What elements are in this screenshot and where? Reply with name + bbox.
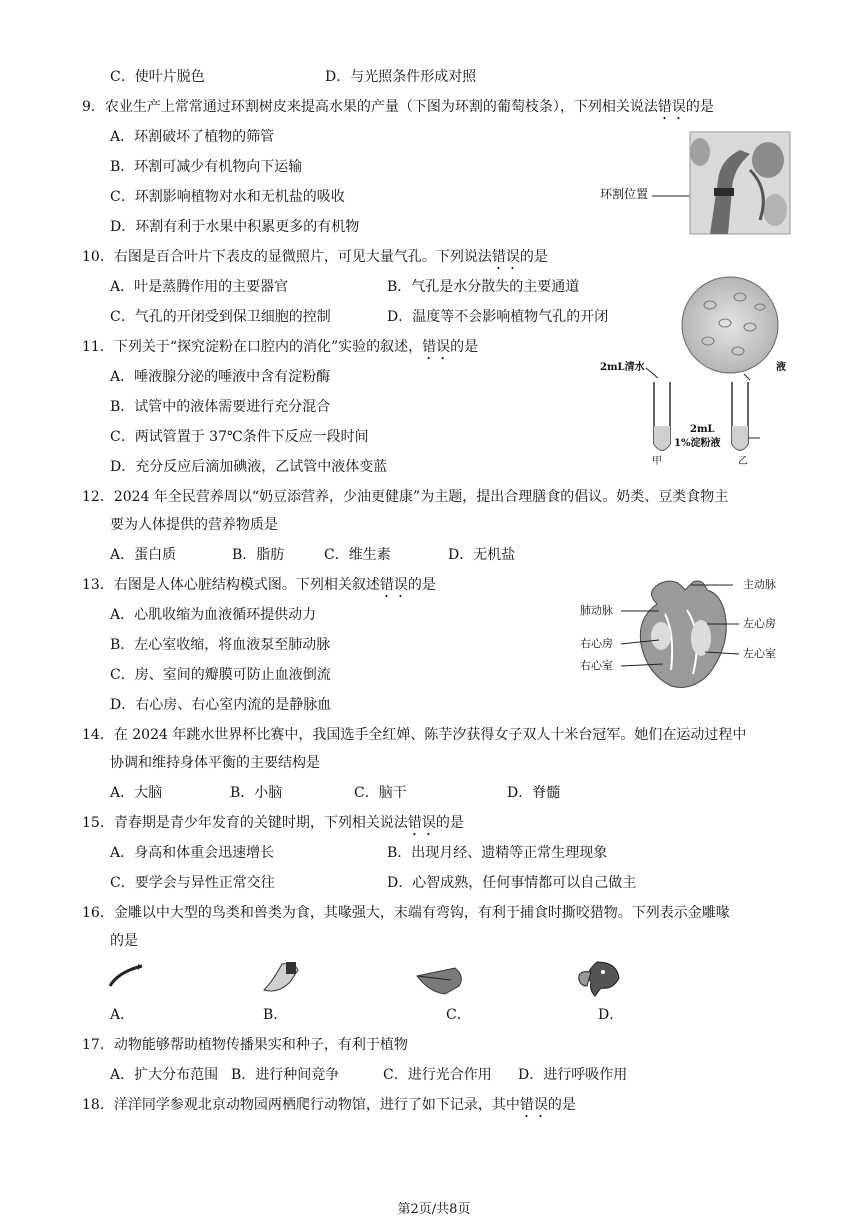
- q16-option-c: C．: [446, 1007, 471, 1023]
- q14-stem-line2: 协调和维持身体平衡的主要结构是: [110, 755, 320, 771]
- q16-stem-line1: 16．金雕以中大型的鸟类和兽类为食，其喙强大，末端有弯钩，有利于捕食时撕咬猎物。下列表示金雕喙: [82, 905, 730, 921]
- q11-tube-yi-label: 乙: [738, 456, 748, 467]
- q8-option-d: D．与光照条件形成对照: [325, 69, 477, 85]
- q11-option-d: D．充分反应后滴加碘液，乙试管中液体变蓝: [110, 459, 388, 475]
- q12-option-b: B．脂肪: [232, 547, 285, 563]
- page-number-footer: 第2页/共8页: [397, 1202, 471, 1217]
- q14-option-b: B．小脑: [230, 785, 283, 801]
- q9-option-d: D．环割有利于水果中积累更多的有机物: [110, 219, 360, 235]
- test-tubes-drawing: [600, 358, 790, 476]
- q13-pulmonary-artery-label: 肺动脉: [580, 604, 613, 617]
- q16-option-d: D．: [598, 1007, 624, 1023]
- q13-option-a: A．心肌收缩为血液循环提供动力: [110, 607, 317, 623]
- q14-option-c: C．脑干: [354, 785, 407, 801]
- q9-grape-branch-figure: [600, 130, 792, 236]
- q9-option-c: C．环割影响植物对水和无机盐的吸收: [110, 189, 345, 205]
- q17-option-b: B．进行种间竞争: [231, 1067, 340, 1083]
- q8-option-c: C．使叶片脱色: [110, 69, 205, 85]
- q14-option-d: D．脊髓: [507, 785, 561, 801]
- q12-option-c: C．维生素: [324, 547, 391, 563]
- q17-option-d: D．进行呼吸作用: [518, 1067, 628, 1083]
- heart-drawing: [575, 574, 790, 696]
- q10-option-b: B．气孔是水分散失的主要通道: [387, 279, 580, 295]
- q10-option-d: D．温度等不会影响植物气孔的开闭: [387, 309, 609, 325]
- grape-branch-photo: [600, 130, 792, 236]
- q10-stem: 10．右图是百合叶片下表皮的显微照片，可见大量气孔。下列说法错误的是: [82, 249, 548, 265]
- q11-volume-label: 2mL: [690, 424, 715, 435]
- q16-beak-d-image: [573, 960, 621, 998]
- q16-beak-c-image: [415, 962, 467, 998]
- q12-stem-line2: 要为人体提供的营养物质是: [110, 517, 278, 533]
- q11-test-tube-figure: [600, 358, 790, 476]
- q17-option-a: A．扩大分布范围: [110, 1067, 219, 1083]
- q13-stem: 13．右图是人体心脏结构模式图。下列相关叙述错误的是: [82, 577, 436, 593]
- q16-option-a: A．: [110, 1007, 135, 1023]
- q13-heart-diagram: [575, 574, 790, 696]
- q12-option-a: A．蛋白质: [110, 547, 177, 563]
- q12-option-d: D．无机盐: [448, 547, 516, 563]
- q13-option-d: D．右心房、右心室内流的是静脉血: [110, 697, 332, 713]
- q16-stem-line2: 的是: [110, 933, 138, 949]
- q17-stem: 17．动物能够帮助植物传播果实和种子，有利于植物: [82, 1037, 408, 1053]
- q10-option-c: C．气孔的开闭受到保卫细胞的控制: [110, 309, 331, 325]
- q13-left-atrium-label: 左心房: [743, 617, 776, 630]
- q15-option-b: B．出现月经、遗精等正常生理现象: [387, 845, 608, 861]
- q16-beak-a-image: [108, 962, 144, 990]
- q16-option-b: B．: [263, 1007, 288, 1023]
- q13-left-ventricle-label: 左心室: [743, 647, 776, 660]
- q15-option-c: C．要学会与异性正常交往: [110, 875, 275, 891]
- q15-option-a: A．身高和体重会迅速增长: [110, 845, 275, 861]
- q11-starch-label: 1%淀粉液: [674, 438, 721, 449]
- q9-option-b: B．环割可减少有机物向下运输: [110, 159, 303, 175]
- q11-stem: 11．下列关于“探究淀粉在口腔内的消化”实验的叙述，错误的是: [82, 339, 479, 355]
- q13-option-c: C．房、室间的瓣膜可防止血液倒流: [110, 667, 331, 683]
- q13-aorta-label: 主动脉: [743, 578, 776, 591]
- q14-option-a: A．大脑: [110, 785, 163, 801]
- q11-saliva-label: 液: [776, 362, 786, 373]
- q9-stem: 9．农业生产上常常通过环割树皮来提高水果的产量（下图为环割的葡萄枝条），下列相关说法错误的是: [82, 99, 714, 115]
- q16-beak-b-image: [258, 960, 306, 996]
- q9-option-a: A．环割破坏了植物的筛管: [110, 129, 275, 145]
- q13-right-ventricle-label: 右心室: [580, 659, 613, 672]
- q11-option-a: A．唾液腺分泌的唾液中含有淀粉酶: [110, 369, 331, 385]
- q12-stem-line1: 12．2024 年全民营养周以“奶豆添营养，少油更健康”为主题，提出合理膳食的倡议。奶类、豆类食物主: [82, 489, 729, 505]
- q11-option-c: C．两试管置于 37℃条件下反应一段时间: [110, 429, 369, 445]
- q9-girdling-label: 环割位置: [600, 187, 649, 201]
- q17-option-c: C．进行光合作用: [383, 1067, 492, 1083]
- q11-option-b: B．试管中的液体需要进行充分混合: [110, 399, 331, 415]
- q11-tube-jia-label: 甲: [652, 456, 662, 467]
- q13-right-atrium-label: 右心房: [580, 637, 613, 650]
- q15-option-d: D．心智成熟，任何事情都可以自己做主: [387, 875, 637, 891]
- q14-stem-line1: 14．在 2024 年跳水世界杯比赛中，我国选手全红婵、陈芋汐获得女子双人十米台冠军。她们在运动过程中: [82, 727, 747, 743]
- q11-water-label: 2mL清水: [600, 362, 645, 373]
- q10-option-a: A．叶是蒸腾作用的主要器官: [110, 279, 289, 295]
- q18-stem: 18．洋洋同学参观北京动物园两栖爬行动物馆，进行了如下记录，其中错误的是: [82, 1097, 576, 1113]
- q15-stem: 15．青春期是青少年发育的关键时期，下列相关说法错误的是: [82, 815, 464, 831]
- q13-option-b: B．左心室收缩，将血液泵至肺动脉: [110, 637, 331, 653]
